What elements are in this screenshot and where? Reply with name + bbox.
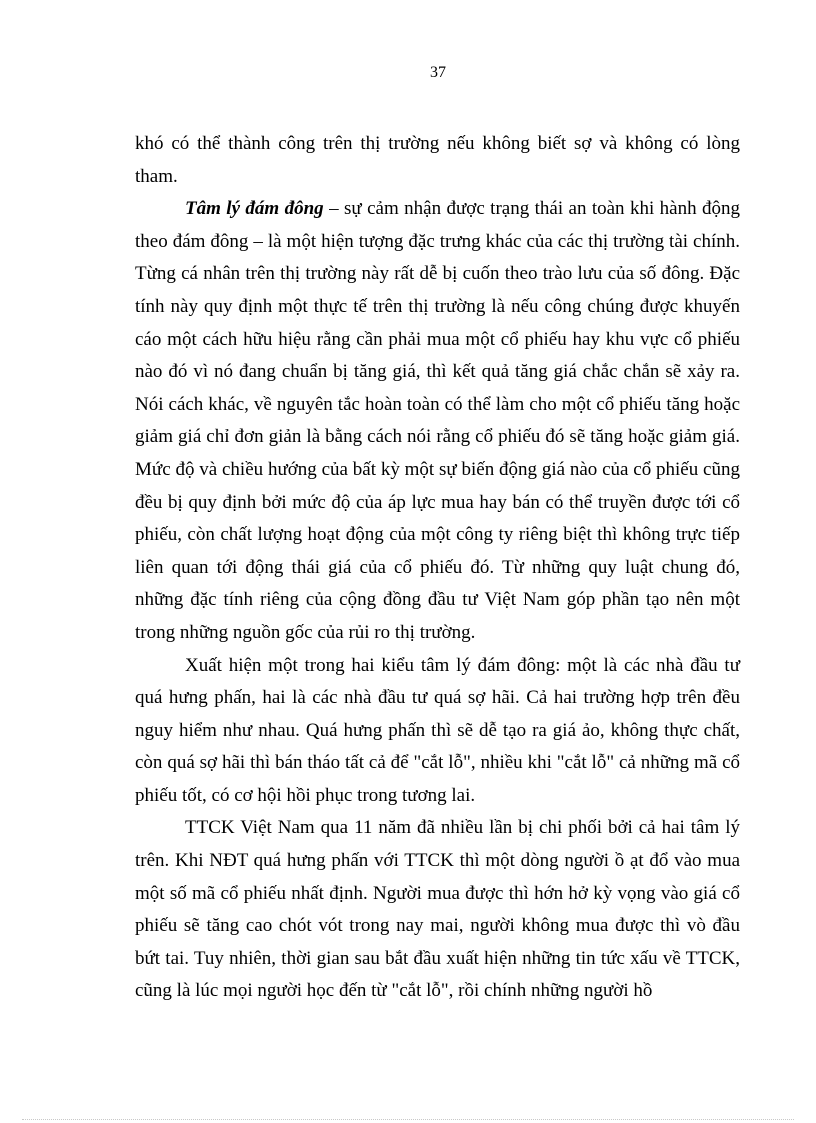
page-number: 37 (430, 64, 446, 81)
paragraph-continuation (135, 128, 740, 193)
paragraph-text: TTCK Việt Nam qua 11 năm đã nhiều lần bị chi phối bởi cả hai tâm lý trên. Khi NĐT quá hưng phấn với TTCK thì một dòng người ồ ạt đổ vào mua một số mã cổ phiếu nhất định. Người mua được thì hớn hở kỳ vọng vào giá cổ phiếu sẽ tăng cao chót vót trong nay mai, người không mua được thì vò đầu bứt tai. Tuy nhiên, thời gian sau bắt đầu xuất hiện những tin tức xấu về TTCK, cũng là lúc mọi người học đến từ "cắt lỗ", rồi chính những người hồ (135, 817, 740, 1002)
paragraph-text: – sự cảm nhận được trạng thái an toàn khi hành động theo đám đông – là một hiện tượng đặc trưng khác của các thị trường tài chính. Từng cá nhân trên thị trường này rất dễ bị cuốn theo trào lưu của số đông. Đặc tính này quy định một thực tế trên thị trường là nếu công chúng được khuyến cáo một cách hữu hiệu rằng cần phải mua một cổ phiếu hay khu vực cổ phiếu nào đó vì nó đang chuẩn bị tăng giá, thì kết quả tăng giá chắc chắn sẽ xảy ra. Nói cách khác, về nguyên tắc hoàn toàn có thể làm cho một cổ phiếu tăng hoặc giảm giá chỉ đơn giản là bằng cách nói rằng cổ phiếu đó sẽ tăng hoặc giảm giá. Mức độ và chiều hướng của bất kỳ một sự biến động giá nào của cổ phiếu cũng đều bị quy định bởi mức độ của áp lực mua hay bán có thể truyền được tới cổ phiếu, còn chất lượng hoạt động của một công ty riêng biệt thì không trực tiếp liên quan tới động thái giá của cổ phiếu đó. Từ những quy luật chung đó, những đặc tính riêng của cộng đồng đầu tư Việt Nam góp phần tạo nên một trong những nguồn gốc của rủi ro thị trường. (135, 198, 740, 643)
paragraph-text: khó có thể thành công trên thị trường nếu không biết sợ và không có lòng tham. (135, 133, 740, 187)
defined-term: Tâm lý đám đông (185, 198, 324, 220)
page-bottom-divider (22, 1119, 794, 1120)
paragraph-two-types (135, 650, 740, 813)
paragraph-vietnam-market (135, 812, 740, 1008)
paragraph-text: Xuất hiện một trong hai kiểu tâm lý đám đông: một là các nhà đầu tư quá hưng phấn, hai là các nhà đầu tư quá sợ hãi. Cả hai trường hợp trên đều nguy hiểm như nhau. Quá hưng phấn thì sẽ dễ tạo ra giá ảo, không thực chất, còn quá sợ hãi thì bán tháo tất cả để "cắt lỗ", nhiều khi "cắt lỗ" cả những mã cổ phiếu tốt, có cơ hội hồi phục trong tương lai. (135, 654, 740, 806)
document-body (135, 128, 740, 1008)
paragraph-crowd-psychology (135, 193, 740, 649)
